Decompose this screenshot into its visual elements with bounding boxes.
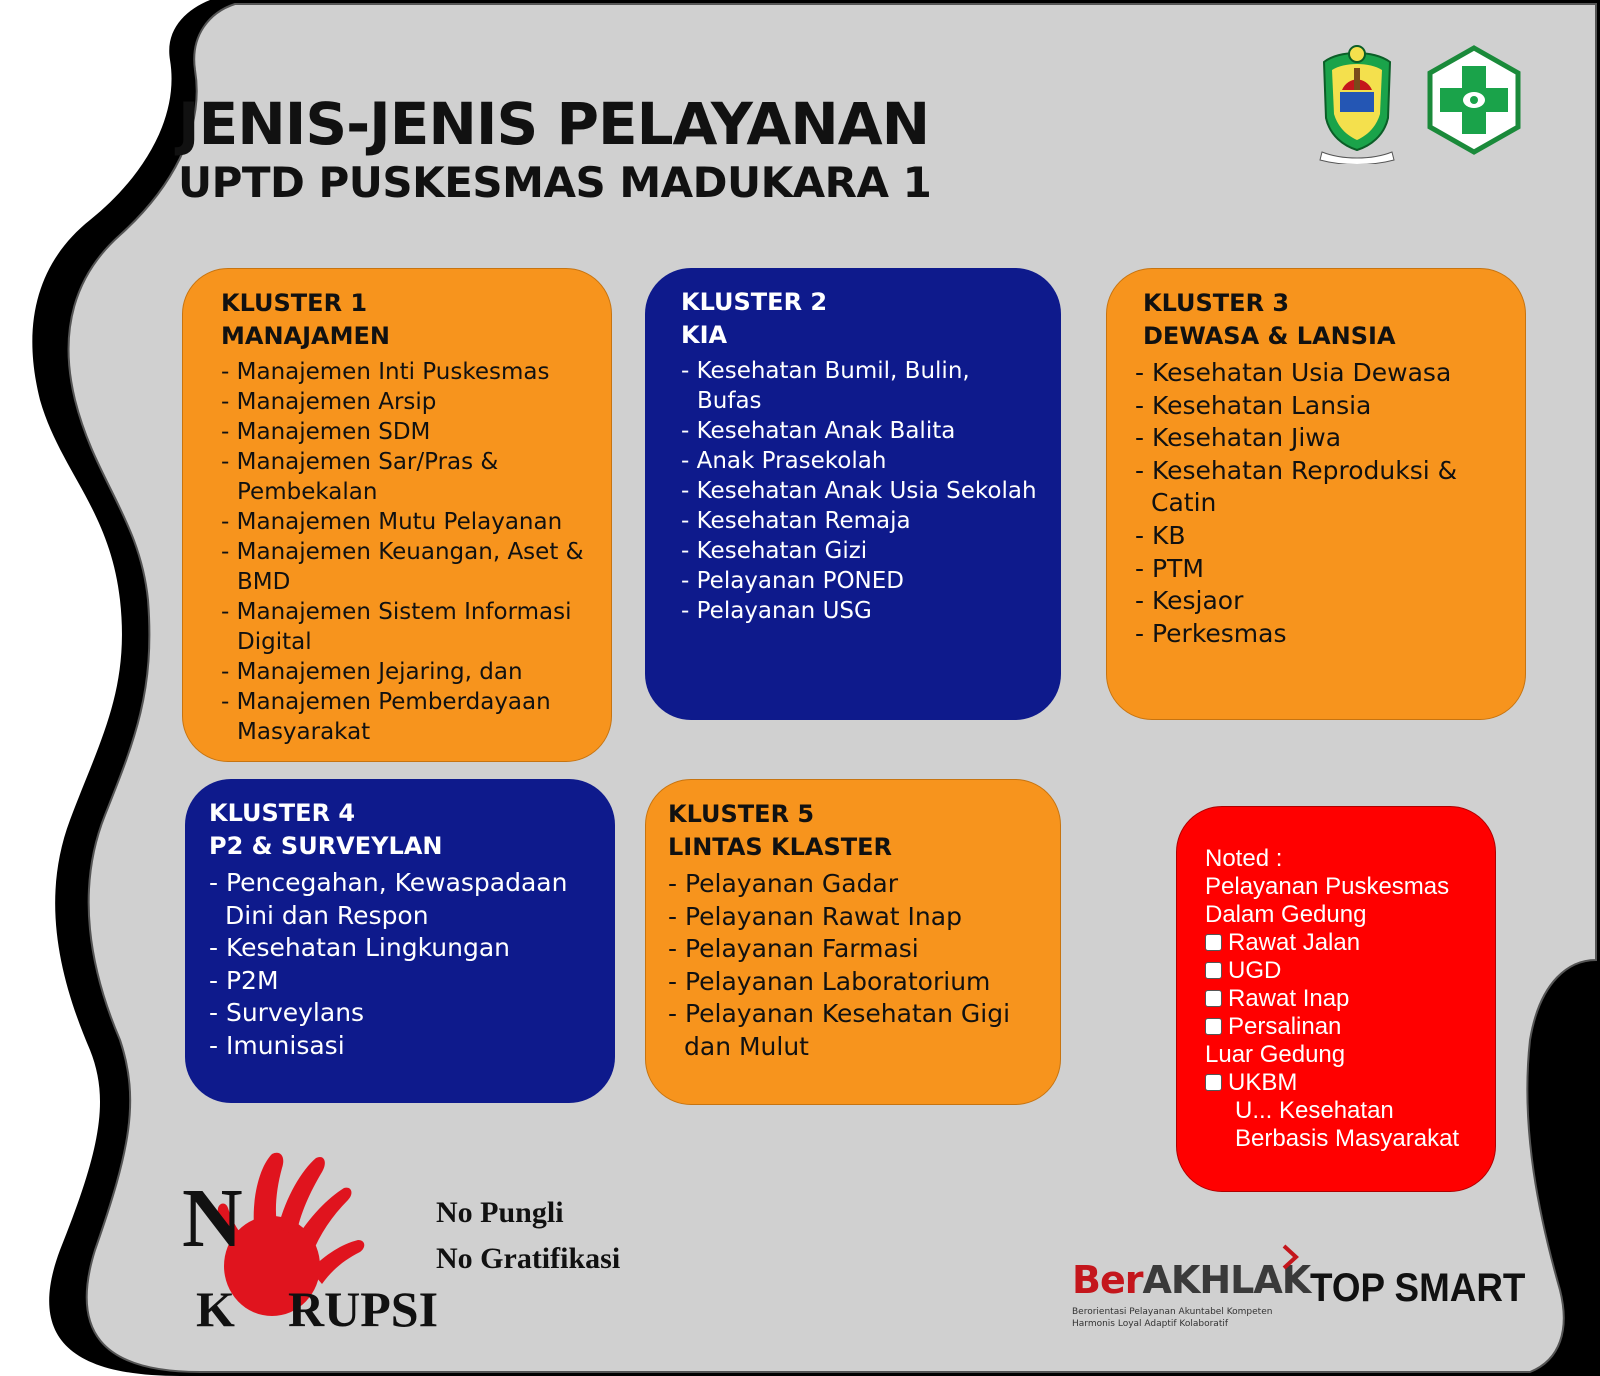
cluster-2-list <box>681 356 1041 626</box>
list-item: - Pencegahan, Kewaspadaan Dini dan Respon <box>209 867 601 932</box>
list-item: - Perkesmas <box>1135 618 1509 651</box>
list-item: - Pelayanan Kesehatan Gigi dan Mulut <box>668 998 1046 1063</box>
korupsi-n: N <box>182 1172 243 1265</box>
cluster-4-number: KLUSTER 4 <box>209 799 356 827</box>
cluster-3-list <box>1135 357 1509 650</box>
list-item: - Anak Prasekolah <box>681 446 1041 476</box>
list-item: - Manajemen Jejaring, dan <box>221 657 589 687</box>
list-item: - Kesehatan Remaja <box>681 506 1041 536</box>
list-item: - Surveylans <box>209 997 601 1030</box>
list-item: - PTM <box>1135 553 1509 586</box>
cluster-1-number: KLUSTER 1 <box>221 289 368 317</box>
berakhlak-subtitle <box>1072 1306 1272 1330</box>
berakhlak-sub-line: Berorientasi Pelayanan Akuntabel Kompeten <box>1072 1307 1273 1317</box>
list-item: - Manajemen Sistem Informasi Digital <box>221 597 589 657</box>
cluster-1-card <box>182 268 612 762</box>
berakhlak-ber: Ber <box>1072 1258 1143 1302</box>
regency-emblem-icon <box>1314 40 1400 164</box>
cluster-5-number: KLUSTER 5 <box>668 800 815 828</box>
cluster-2-name: KIA <box>681 321 728 349</box>
list-item: - Kesehatan Gizi <box>681 536 1041 566</box>
cluster-5-list <box>668 868 1046 1064</box>
note-item <box>1205 957 1495 985</box>
list-item: - Kesehatan Lansia <box>1135 390 1509 423</box>
cluster-5-card <box>645 779 1061 1105</box>
page-title: JENIS-JENIS PELAYANAN <box>178 90 930 158</box>
top-smart-logo: TOP SMART <box>1310 1266 1526 1310</box>
puskesmas-cross-icon <box>1424 44 1524 156</box>
checkbox-icon <box>1205 962 1222 979</box>
list-item: - Kesjaor <box>1135 585 1509 618</box>
note-item <box>1205 1013 1495 1041</box>
list-item: - Manajemen Pemberdayaan Masyarakat <box>221 687 589 747</box>
list-item: - Kesehatan Anak Balita <box>681 416 1041 446</box>
checkbox-icon <box>1205 1074 1222 1091</box>
note-sub-line: U... Kesehatan <box>1235 1097 1394 1124</box>
checkbox-icon <box>1205 990 1222 1007</box>
note-box <box>1176 806 1496 1192</box>
cluster-1-list <box>221 357 589 747</box>
note-inside-label: Dalam Gedung <box>1205 901 1367 928</box>
cluster-2-number: KLUSTER 2 <box>681 288 828 316</box>
checkbox-icon <box>1205 934 1222 951</box>
cluster-5-name: LINTAS KLASTER <box>668 833 893 861</box>
list-item: - Pelayanan USG <box>681 596 1041 626</box>
cluster-4-card <box>185 779 615 1103</box>
list-item: - Kesehatan Usia Dewasa <box>1135 357 1509 390</box>
note-item-label: Rawat Inap <box>1228 985 1350 1012</box>
list-item: - Kesehatan Bumil, Bulin, Bufas <box>681 356 1041 416</box>
cluster-3-number: KLUSTER 3 <box>1143 289 1290 317</box>
list-item: - Kesehatan Anak Usia Sekolah <box>681 476 1041 506</box>
berakhlak-sub-line: Harmonis Loyal Adaptif Kolaboratif <box>1072 1319 1229 1329</box>
cluster-3-name: DEWASA & LANSIA <box>1143 322 1396 350</box>
chevron-right-icon <box>1280 1244 1300 1270</box>
list-item: - Pelayanan Rawat Inap <box>668 901 1046 934</box>
list-item: - Kesehatan Reproduksi & Catin <box>1135 455 1509 520</box>
tagline-no-gratifikasi: No Gratifikasi <box>436 1242 621 1275</box>
list-item: - Manajemen Mutu Pelayanan <box>221 507 589 537</box>
berakhlak-logo <box>1072 1258 1310 1302</box>
note-heading: Noted : <box>1205 845 1283 872</box>
page-subtitle: UPTD PUSKESMAS MADUKARA 1 <box>178 158 932 207</box>
note-item <box>1205 1069 1495 1097</box>
tagline-no-pungli: No Pungli <box>436 1196 564 1229</box>
cluster-2-card <box>645 268 1061 720</box>
note-sub-line: Berbasis Masyarakat <box>1235 1125 1460 1152</box>
checkbox-icon <box>1205 1018 1222 1035</box>
list-item: - Manajemen Keuangan, Aset & BMD <box>221 537 589 597</box>
note-item-label: Persalinan <box>1228 1013 1342 1040</box>
cluster-1-name: MANAJAMEN <box>221 322 390 350</box>
note-item-label: UKBM <box>1228 1069 1298 1096</box>
list-item: - Manajemen Arsip <box>221 387 589 417</box>
korupsi-k: K <box>196 1281 235 1336</box>
list-item: - Imunisasi <box>209 1030 601 1063</box>
list-item: - Pelayanan Laboratorium <box>668 966 1046 999</box>
note-item-label: Rawat Jalan <box>1228 929 1361 956</box>
cluster-4-list <box>209 867 601 1063</box>
list-item: - Manajemen Sar/Pras & Pembekalan <box>221 447 589 507</box>
note-item-label: UGD <box>1228 957 1282 984</box>
list-item: - Kesehatan Lingkungan <box>209 932 601 965</box>
list-item: - Pelayanan Gadar <box>668 868 1046 901</box>
note-item <box>1205 985 1495 1013</box>
note-line: Pelayanan Puskesmas <box>1205 873 1450 900</box>
list-item: - Kesehatan Jiwa <box>1135 422 1509 455</box>
berakhlak-akhlak: AKHLAK <box>1142 1258 1311 1302</box>
list-item: - Pelayanan Farmasi <box>668 933 1046 966</box>
list-item: - P2M <box>209 965 601 998</box>
note-item <box>1205 929 1495 957</box>
cluster-4-name: P2 & SURVEYLAN <box>209 832 443 860</box>
no-korupsi-logo <box>182 1146 442 1336</box>
cluster-3-card <box>1106 268 1526 720</box>
list-item: - Manajemen Inti Puskesmas <box>221 357 589 387</box>
korupsi-rest: RUPSI <box>288 1281 439 1336</box>
list-item: - Manajemen SDM <box>221 417 589 447</box>
note-outside-label: Luar Gedung <box>1205 1041 1346 1068</box>
list-item: - KB <box>1135 520 1509 553</box>
list-item: - Pelayanan PONED <box>681 566 1041 596</box>
